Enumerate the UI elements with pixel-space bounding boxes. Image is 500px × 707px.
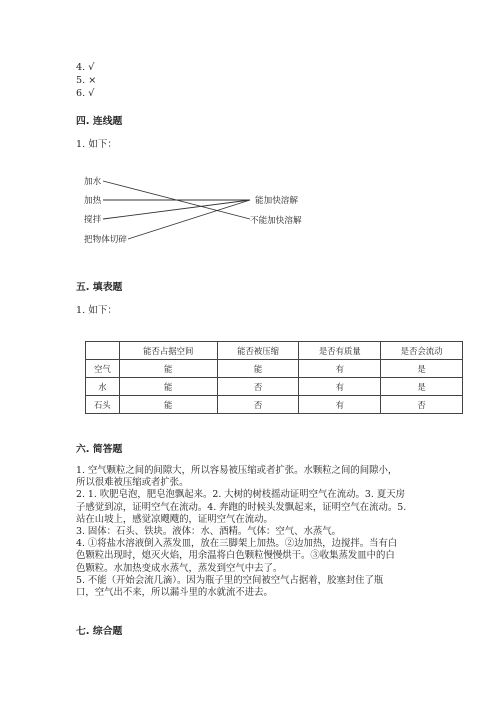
- table-header-cell: 是否会流动: [381, 342, 463, 360]
- answer-4: 4. √: [76, 62, 95, 73]
- fill-table: [85, 341, 463, 414]
- table-header-cell: [86, 342, 120, 360]
- answer-line: 口，空气出不来，所以漏斗里的水就流不进去。: [76, 587, 273, 599]
- answer-line: 色颗粒。水加热变成水蒸气，蒸发到空气中去了。: [76, 562, 283, 574]
- answer-line: 4. ①将盐水溶液倒入蒸发皿，放在三脚架上加热。②边加热，边搅拌。当有白: [76, 538, 398, 550]
- answer-line: 1. 空气颗粒之间的间隙大，所以容易被压缩或者扩张。水颗粒之间的间隙小，: [76, 465, 398, 476]
- table-header-cell: 能否占据空间: [119, 342, 217, 360]
- table-cell: 有: [299, 378, 381, 396]
- section6-answers: [76, 465, 406, 599]
- answer-line: 所以很难被压缩或者扩张。: [76, 477, 189, 489]
- table-cell: 有: [299, 360, 381, 378]
- table-cell: 能: [119, 360, 217, 378]
- answer-line: 子感觉到凉，证明空气在流动。4. 奔跑的时候头发飘起来，证明空气在流动。5.: [76, 501, 407, 513]
- section4-title: 四. 连线题: [76, 116, 123, 127]
- table-cell: 石头: [86, 396, 120, 414]
- table-cell: 能: [217, 360, 299, 378]
- table-cell: 是: [381, 378, 463, 396]
- table-row: [86, 378, 463, 396]
- section7-title: 七. 综合题: [76, 626, 123, 637]
- table-cell: 水: [86, 378, 120, 396]
- answer-line: 色颗粒出现时，熄灭火焰，用余温将白色颗粒慢慢烘干。③收集蒸发皿中的白: [76, 550, 395, 562]
- table-header-cell: 能否被压缩: [217, 342, 299, 360]
- table-cell: 否: [217, 378, 299, 396]
- match-left-2: 加热: [84, 196, 102, 206]
- section5-title: 五. 填表题: [76, 282, 123, 293]
- match-right-2: 不能加快溶解: [250, 216, 302, 226]
- match-line-4: [128, 200, 250, 239]
- match-left-1: 加水: [84, 177, 102, 187]
- table-row: [86, 396, 463, 414]
- table-cell: 能: [119, 378, 217, 396]
- table-cell: 是: [381, 360, 463, 378]
- table-cell: 能: [119, 396, 217, 414]
- match-line-3: [103, 200, 250, 219]
- match-left-4: 把物体切碎: [84, 235, 127, 245]
- section4-q1: 1. 如下：: [76, 139, 117, 150]
- table-cell: 否: [381, 396, 463, 414]
- table-header-cell: 是否有质量: [299, 342, 381, 360]
- table-cell: 有: [299, 396, 381, 414]
- answer-line: 站在山坡上，感觉凉飕飕的，证明空气在流动。: [76, 513, 273, 525]
- answer-6: 6. √: [76, 88, 95, 99]
- answer-line: 3. 固体：石头、铁块。液体：水、酒精。气体：空气、水蒸气。: [76, 526, 342, 538]
- table-cell: 空气: [86, 360, 120, 378]
- table-header-row: [86, 342, 463, 360]
- match-left-3: 搅拌: [84, 215, 102, 225]
- answer-line: 2. 1. 吹肥皂泡，肥皂泡飘起来。2. 大树的树枝摇动证明空气在流动。3. 夏天房: [76, 489, 405, 501]
- answer-5: 5. ×: [76, 75, 97, 86]
- answer-line: 5. 不能（开始会流几滴）。因为瓶子里的空间被空气占据着，胶塞封住了瓶: [76, 574, 384, 586]
- table-cell: 否: [217, 396, 299, 414]
- section5-q1: 1. 如下：: [76, 305, 117, 316]
- table-row: [86, 360, 463, 378]
- section6-title: 六. 简答题: [76, 444, 123, 455]
- match-right-1: 能加快溶解: [255, 196, 298, 206]
